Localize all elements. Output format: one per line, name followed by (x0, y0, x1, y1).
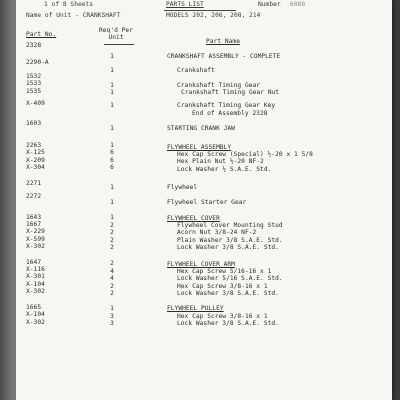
quantity: 1 (110, 89, 114, 96)
part-number: X-304 (26, 164, 45, 171)
part-name: Hex Plain Nut ½-20 NF-2 (177, 158, 264, 165)
quantity: 2 (110, 222, 114, 229)
part-number: X-116 (26, 266, 45, 273)
column-header-part-no: Part No. (26, 31, 57, 38)
part-number: X-229 (26, 228, 45, 235)
part-number: 1667 (26, 221, 42, 228)
end-of-assembly-note: End of Assembly 2328 (192, 110, 268, 117)
part-name: Flywheel Starter Gear (167, 199, 247, 206)
quantity: 3 (110, 313, 114, 320)
part-number: 2290-A (26, 59, 49, 66)
part-name: Lock Washer 3/8 S.A.E. Std. (177, 290, 279, 297)
part-name: Lock Washer 5/16 S.A.E. Std. (177, 275, 283, 282)
part-name: CRANKSHAFT ASSEMBLY - COMPLETE (167, 53, 281, 60)
part-name: Plain Washer 3/8 S.A.E. Std. (177, 237, 283, 244)
parts-list-underline (164, 10, 236, 11)
part-number: X-125 (26, 149, 45, 156)
part-number: 1603 (26, 120, 42, 127)
quantity: 2 (110, 290, 114, 297)
part-name: Hex Cap Screw 5/16-16 x 1 (177, 268, 272, 275)
parts-list-title: PARTS LIST (166, 1, 204, 8)
part-number: X-209 (26, 157, 45, 164)
quantity: 1 (110, 142, 114, 149)
quantity: 1 (110, 125, 114, 132)
part-number: X-599 (26, 236, 45, 243)
quantity: 1 (110, 53, 114, 60)
part-number: X-301 (26, 273, 45, 280)
quantity: 2 (110, 237, 114, 244)
quantity: 2 (110, 260, 114, 267)
quantity: 2 (110, 229, 114, 236)
part-name: Crankshaft (177, 67, 215, 74)
part-number: 1643 (26, 214, 42, 221)
part-number: 2272 (26, 193, 42, 200)
quantity: 1 (110, 67, 114, 74)
column-header-qty: Req'd Per Unit (99, 27, 133, 41)
part-number: X-302 (26, 288, 45, 295)
number-value: 6080 (290, 1, 306, 8)
part-name: Lock Washer ½ S.A.E. Std. (177, 166, 272, 173)
quantity: 3 (110, 320, 114, 327)
quantity: 1 (110, 305, 114, 312)
part-name: Crankshaft Timing Gear Nut (181, 89, 280, 96)
part-number: X-302 (26, 319, 45, 326)
part-name: Crankshaft Timing Gear Key (177, 102, 276, 109)
quantity: 6 (110, 149, 114, 156)
part-name: Lock Washer 3/8 S.A.E. Std. (177, 320, 279, 327)
part-number: X-104 (26, 311, 45, 318)
part-name: Hex Cap Screw 3/8-16 x 1 (177, 313, 268, 320)
part-number: X-302 (26, 243, 45, 250)
quantity: 1 (110, 102, 114, 109)
part-number: X-409 (26, 100, 45, 107)
quantity: 2 (110, 283, 114, 290)
quantity: 6 (110, 164, 114, 171)
part-number: 1665 (26, 304, 42, 311)
quantity: 4 (110, 275, 114, 282)
sheet-count: 1 of 8 Sheets (44, 1, 94, 8)
part-name: Acorn Nut 3/8-24 NF-2 (177, 229, 257, 236)
part-number: 2263 (26, 142, 42, 149)
part-name: Hex Cap Screw (Special) ½-20 x 1 5/8 (177, 151, 313, 158)
part-name: FLYWHEEL COVER ARM (167, 261, 235, 268)
part-number: 1533 (26, 80, 42, 87)
scan-background-left (0, 0, 16, 400)
part-number: 1647 (26, 259, 42, 266)
part-number: 2271 (26, 180, 42, 187)
quantity: 2 (110, 244, 114, 251)
part-name: Lock Washer 3/8 S.A.E. Std. (177, 244, 279, 251)
quantity: 6 (110, 157, 114, 164)
part-number: X-104 (26, 281, 45, 288)
part-name: Flywheel (167, 184, 198, 191)
unit-name: Name of Unit - CRANKSHAFT (26, 12, 121, 19)
part-name: Crankshaft Timing Gear (177, 82, 261, 89)
quantity: 1 (110, 184, 114, 191)
part-number: 1532 (26, 73, 42, 80)
scan-background-right (392, 0, 400, 400)
column-header-part-name: Part Name (206, 38, 240, 45)
qty-header-underline (104, 44, 134, 45)
number-label: Number (258, 1, 281, 8)
models-line: MODELS 202, 206, 208, 214 (166, 12, 261, 19)
part-name: FLYWHEEL PULLEY (167, 305, 224, 312)
quantity: 1 (110, 82, 114, 89)
part-name: Flywheel Cover Mounting Stud (177, 222, 283, 229)
quantity: 1 (110, 199, 114, 206)
part-name: FLYWHEEL ASSEMBLY (167, 144, 232, 151)
part-number: 2328 (26, 42, 42, 49)
quantity: 4 (110, 268, 114, 275)
part-name: FLYWHEEL COVER (167, 215, 220, 222)
quantity: 1 (110, 214, 114, 221)
part-number: 1535 (26, 88, 42, 95)
part-name: STARTING CRANK JAW (167, 125, 235, 132)
part-name: Hex Cap Screw 3/8-16 x 1 (177, 283, 268, 290)
